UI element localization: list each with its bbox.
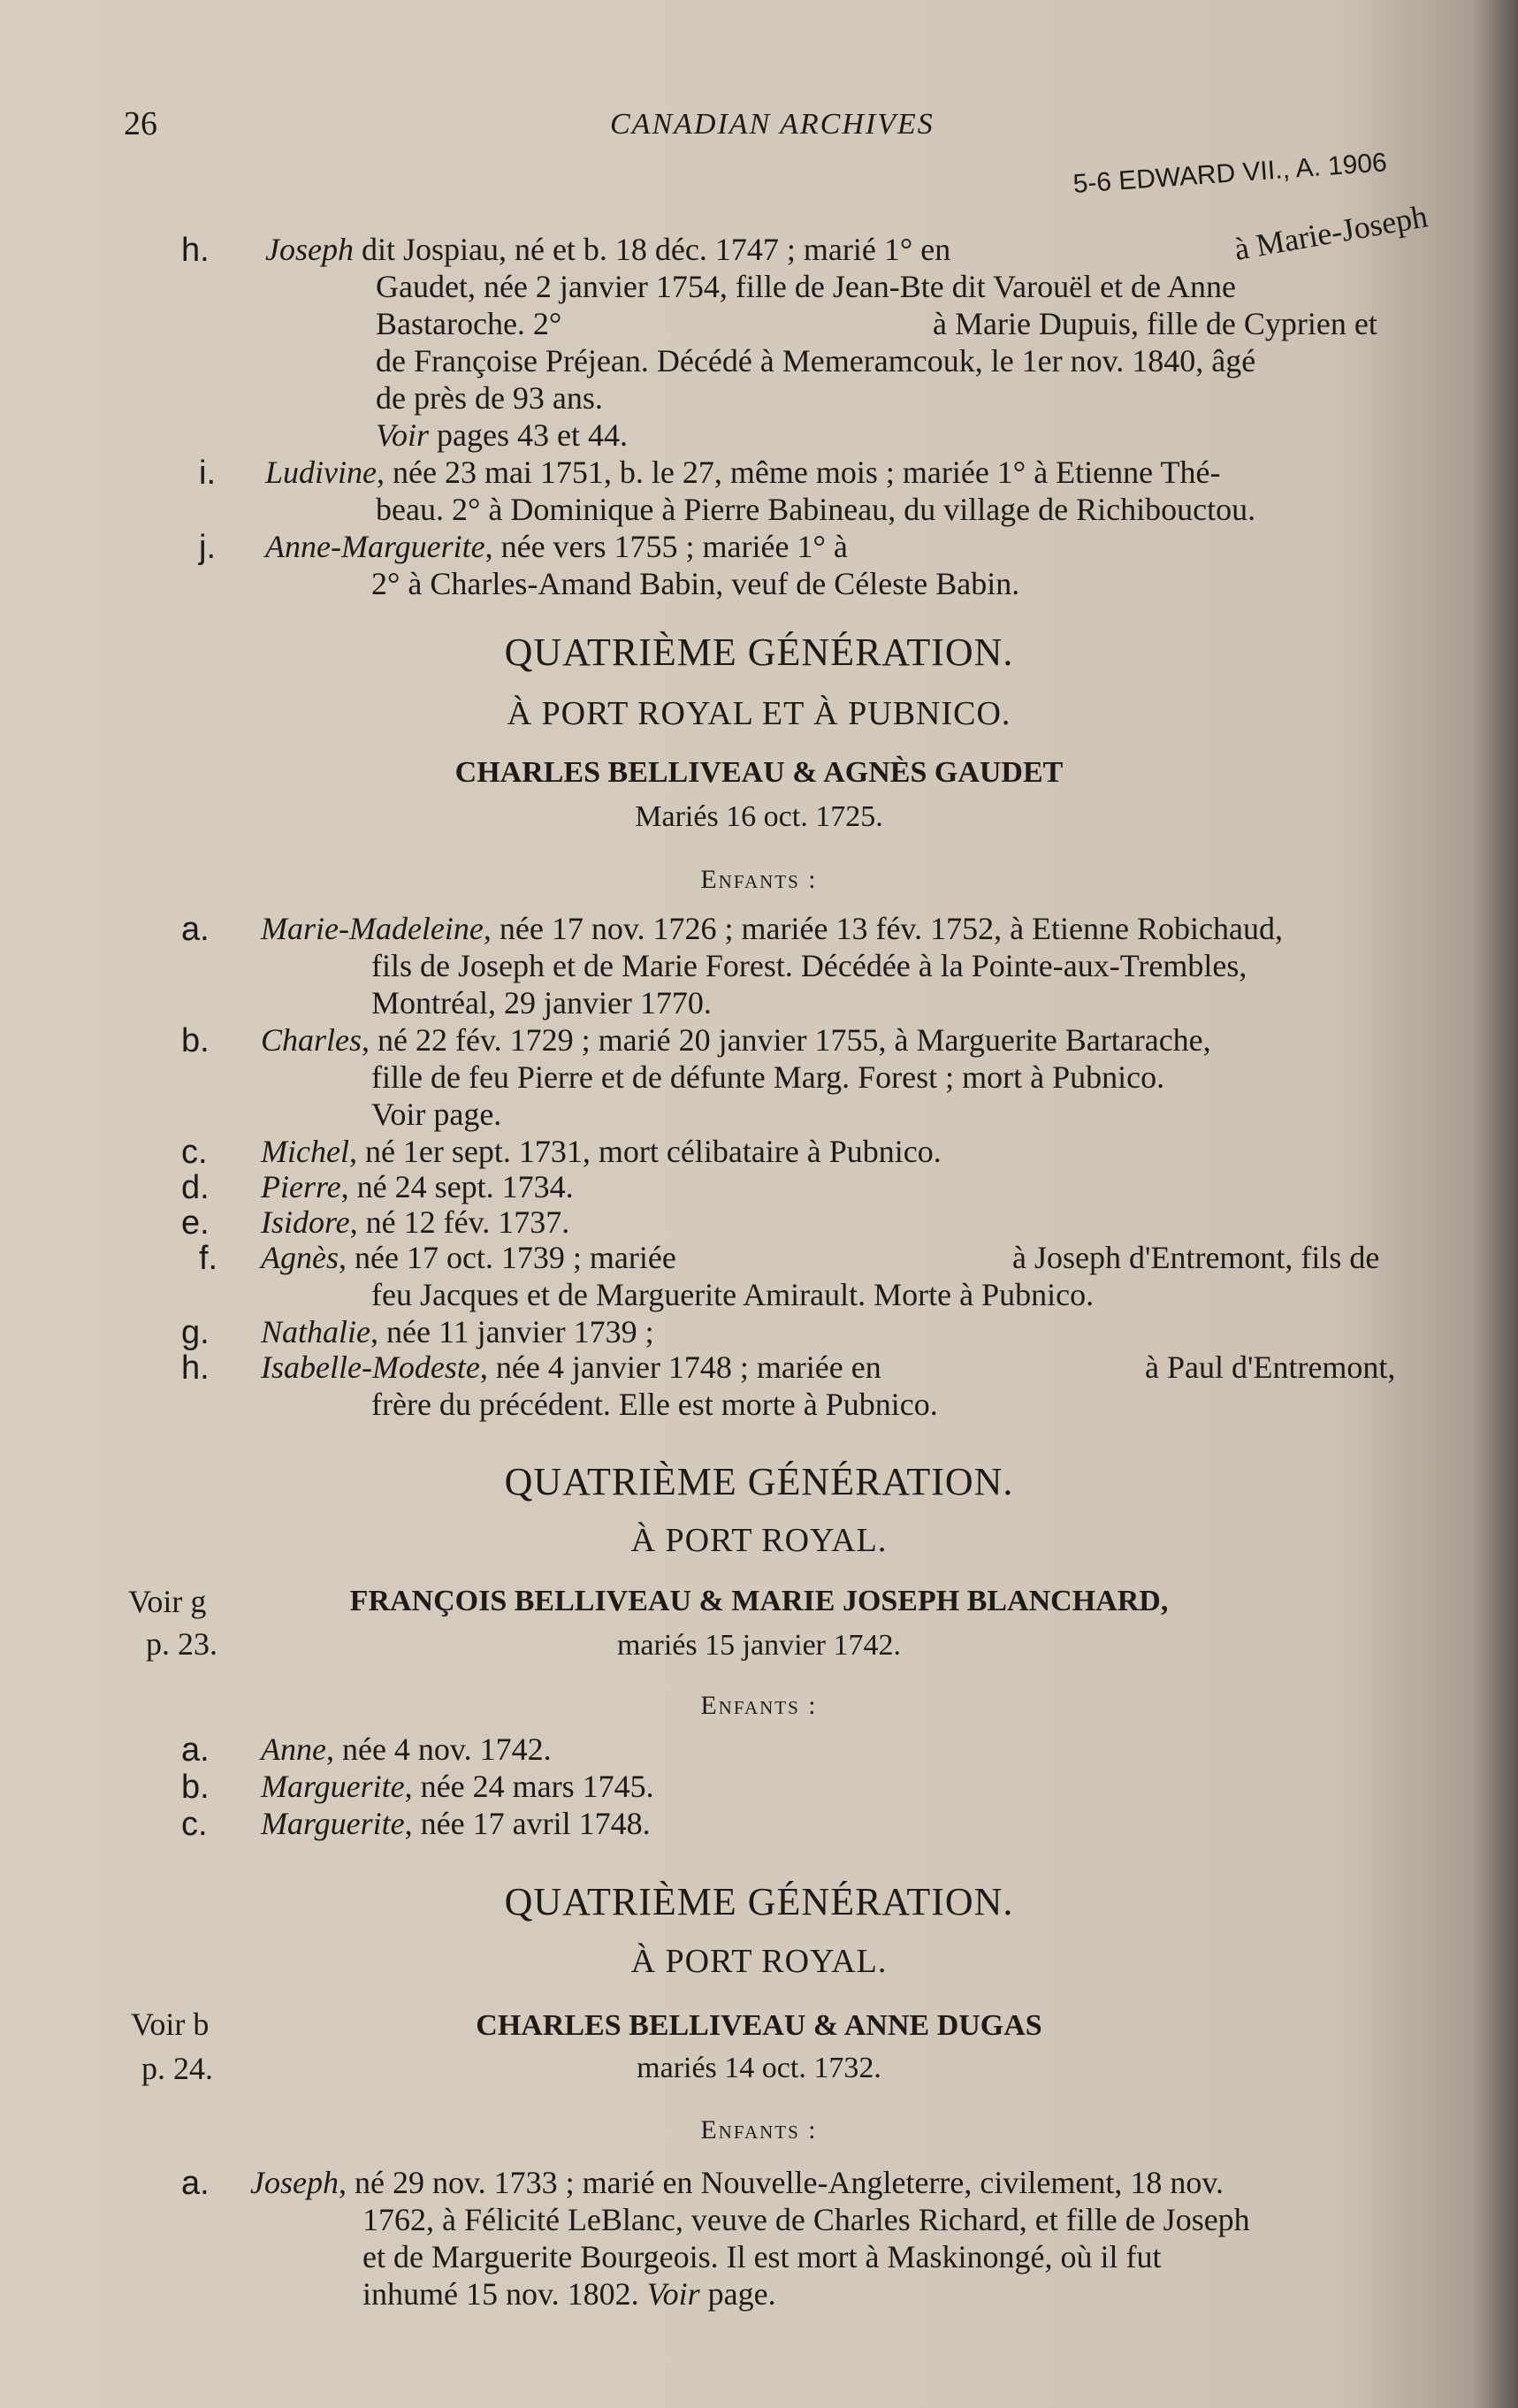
child-letter: b.	[181, 1022, 210, 1059]
child-name: Anne-Marguerite	[265, 529, 485, 564]
marriage-date: Mariés 16 oct. 1725.	[635, 800, 883, 833]
entry-line	[265, 529, 848, 564]
child-name: Joseph	[250, 2165, 339, 2200]
couple-heading: CHARLES BELLIVEAU & AGNÈS GAUDET	[454, 756, 1064, 789]
child-line	[362, 2276, 776, 2312]
entry-letter: i.	[199, 455, 216, 492]
child-letter: f.	[199, 1240, 218, 1277]
child-letter: b.	[181, 1769, 210, 1806]
child-letter: e.	[181, 1204, 210, 1242]
child-text: , née 11 janvier 1739 ;	[370, 1314, 654, 1349]
marriage-date: mariés 15 janvier 1742.	[616, 1629, 902, 1662]
child-name: Charles	[261, 1022, 362, 1058]
child-line	[250, 2165, 1224, 2200]
children-label: Enfants :	[700, 2115, 818, 2144]
child-letter: a.	[181, 2165, 210, 2202]
place-heading: À PORT ROYAL.	[630, 1943, 888, 1980]
entry-line: de Françoise Préjean. Décédé à Memeramcouk, le 1er nov. 1840, âgé	[376, 343, 1256, 378]
child-line: à Joseph d'Entremont, fils de	[1012, 1240, 1380, 1275]
marriage-date: mariés 14 oct. 1732.	[637, 2052, 881, 2084]
child-name: Michel	[261, 1134, 349, 1169]
child-text: page.	[699, 2276, 776, 2312]
generation-heading: QUATRIÈME GÉNÉRATION.	[504, 631, 1014, 674]
child-line	[261, 1769, 654, 1804]
cross-reference: p. 24.	[141, 2051, 213, 2086]
entry-letter: h.	[181, 232, 210, 269]
child-name: Isidore	[261, 1204, 350, 1240]
entry-line: de près de 93 ans.	[376, 380, 603, 416]
child-letter: g.	[181, 1314, 210, 1351]
child-text: , née 24 mars 1745.	[404, 1769, 654, 1804]
child-letter: a.	[181, 911, 210, 948]
child-letter: c.	[181, 1806, 208, 1843]
child-name: Joseph	[265, 232, 354, 267]
child-line	[261, 1731, 552, 1767]
child-line: fils de Joseph et de Marie Forest. Décédée à la Pointe-aux-Trembles,	[371, 948, 1247, 983]
child-name: Ludivine	[265, 455, 377, 490]
child-name: Agnès	[261, 1240, 339, 1275]
cross-reference: p. 23.	[146, 1626, 217, 1662]
entry-text: pages 43 et 44.	[429, 417, 628, 453]
child-line: frère du précédent. Elle est morte à Pubnico.	[371, 1387, 938, 1422]
couple-heading: FRANÇOIS BELLIVEAU & MARIE JOSEPH BLANCHARD,	[349, 1585, 1169, 1617]
children-label: Enfants :	[700, 1691, 818, 1720]
child-name: Isabelle-Modeste	[261, 1349, 480, 1385]
child-letter: h.	[181, 1349, 210, 1387]
child-line: feu Jacques et de Marguerite Amirault. Morte à Pubnico.	[371, 1277, 1095, 1312]
child-line: Voir page.	[371, 1097, 502, 1132]
child-text: , né 29 nov. 1733 ; marié en Nouvelle-Angleterre, civilement, 18 nov.	[338, 2165, 1224, 2200]
child-line	[261, 911, 1283, 946]
child-line	[261, 1169, 574, 1204]
entry-line	[265, 455, 1220, 490]
place-heading: À PORT ROYAL.	[630, 1522, 888, 1559]
child-letter: d.	[181, 1169, 210, 1206]
child-name: Nathalie	[261, 1314, 370, 1349]
child-text: , né 1er sept. 1731, mort célibataire à Pubnico.	[348, 1134, 942, 1169]
child-text: , née 4 janvier 1748 ; mariée en	[479, 1349, 881, 1385]
entry-line: beau. 2° à Dominique à Pierre Babineau, du village de Richibouctou.	[376, 492, 1256, 527]
entry-line: à Marie Dupuis, fille de Cyprien et	[933, 306, 1377, 341]
child-text: inhumé 15 nov. 1802.	[362, 2276, 639, 2312]
entry-line	[376, 417, 628, 453]
child-line	[261, 1134, 942, 1169]
child-line	[261, 1240, 676, 1275]
entry-line: 2° à Charles-Amand Babin, veuf de Céleste Babin.	[371, 566, 1020, 601]
child-line: à Paul d'Entremont,	[1145, 1349, 1396, 1385]
child-line	[261, 1204, 569, 1240]
child-name: Marguerite	[261, 1769, 405, 1804]
couple-heading: CHARLES BELLIVEAU & ANNE DUGAS	[476, 2009, 1042, 2042]
child-text: , né 12 fév. 1737.	[349, 1204, 570, 1240]
child-text: , née 17 oct. 1739 ; mariée	[338, 1240, 676, 1275]
entry-line: Bastaroche. 2°	[376, 306, 562, 341]
child-line	[261, 1314, 654, 1349]
child-text: , né 24 sept. 1734.	[340, 1169, 574, 1204]
entry-line	[265, 232, 950, 267]
voir-word: Voir	[646, 2276, 700, 2312]
child-line	[261, 1349, 881, 1385]
child-line	[261, 1806, 651, 1841]
child-text: , née 17 nov. 1726 ; mariée 13 fév. 1752, à Etienne Robichaud,	[483, 911, 1283, 946]
child-line	[261, 1022, 1211, 1058]
generation-heading: QUATRIÈME GÉNÉRATION.	[504, 1460, 1014, 1503]
cross-reference: Voir g	[128, 1584, 207, 1619]
child-line: fille de feu Pierre et de défunte Marg. Forest ; mort à Pubnico.	[371, 1059, 1165, 1095]
child-line: Montréal, 29 janvier 1770.	[371, 985, 712, 1021]
child-name: Pierre	[261, 1169, 341, 1204]
entry-letter: j.	[199, 529, 216, 566]
child-line: 1762, à Félicité LeBlanc, veuve de Charles Richard, et fille de Joseph	[362, 2202, 1250, 2237]
entry-text: , née 23 mai 1751, b. le 27, même mois ; mariée 1° à Etienne Thé-	[376, 455, 1221, 490]
child-text: , né 22 fév. 1729 ; marié 20 janvier 1755, à Marguerite Bartarache,	[362, 1022, 1211, 1058]
children-label: Enfants :	[700, 865, 818, 894]
margin-text: à Marie-Joseph	[1232, 198, 1430, 267]
child-line: et de Marguerite Bourgeois. Il est mort à Maskinongé, où il fut	[362, 2239, 1162, 2274]
child-letter: c.	[181, 1134, 208, 1171]
entry-line: Gaudet, née 2 janvier 1754, fille de Jean-Bte dit Varouël et de Anne	[376, 269, 1237, 304]
edition-label: 5-6 EDWARD VII., A. 1906	[1072, 148, 1388, 200]
child-name: Anne	[261, 1731, 326, 1767]
cross-reference: Voir b	[131, 2007, 210, 2042]
child-text: , née 17 avril 1748.	[404, 1806, 651, 1841]
running-title: CANADIAN ARCHIVES	[610, 108, 934, 141]
page-number: 26	[124, 105, 157, 142]
place-heading: À PORT ROYAL ET À PUBNICO.	[507, 695, 1011, 732]
child-text: , née 4 nov. 1742.	[325, 1731, 552, 1767]
child-name: Marguerite	[261, 1806, 405, 1841]
generation-heading: QUATRIÈME GÉNÉRATION.	[504, 1880, 1014, 1923]
entry-text: dit Jospiau, né et b. 18 déc. 1747 ; marié 1° en	[353, 232, 951, 267]
entry-text: , née vers 1755 ; mariée 1° à	[484, 529, 848, 564]
child-name: Marie-Madeleine	[261, 911, 484, 946]
child-letter: a.	[181, 1731, 210, 1769]
voir-word: Voir	[376, 417, 430, 453]
